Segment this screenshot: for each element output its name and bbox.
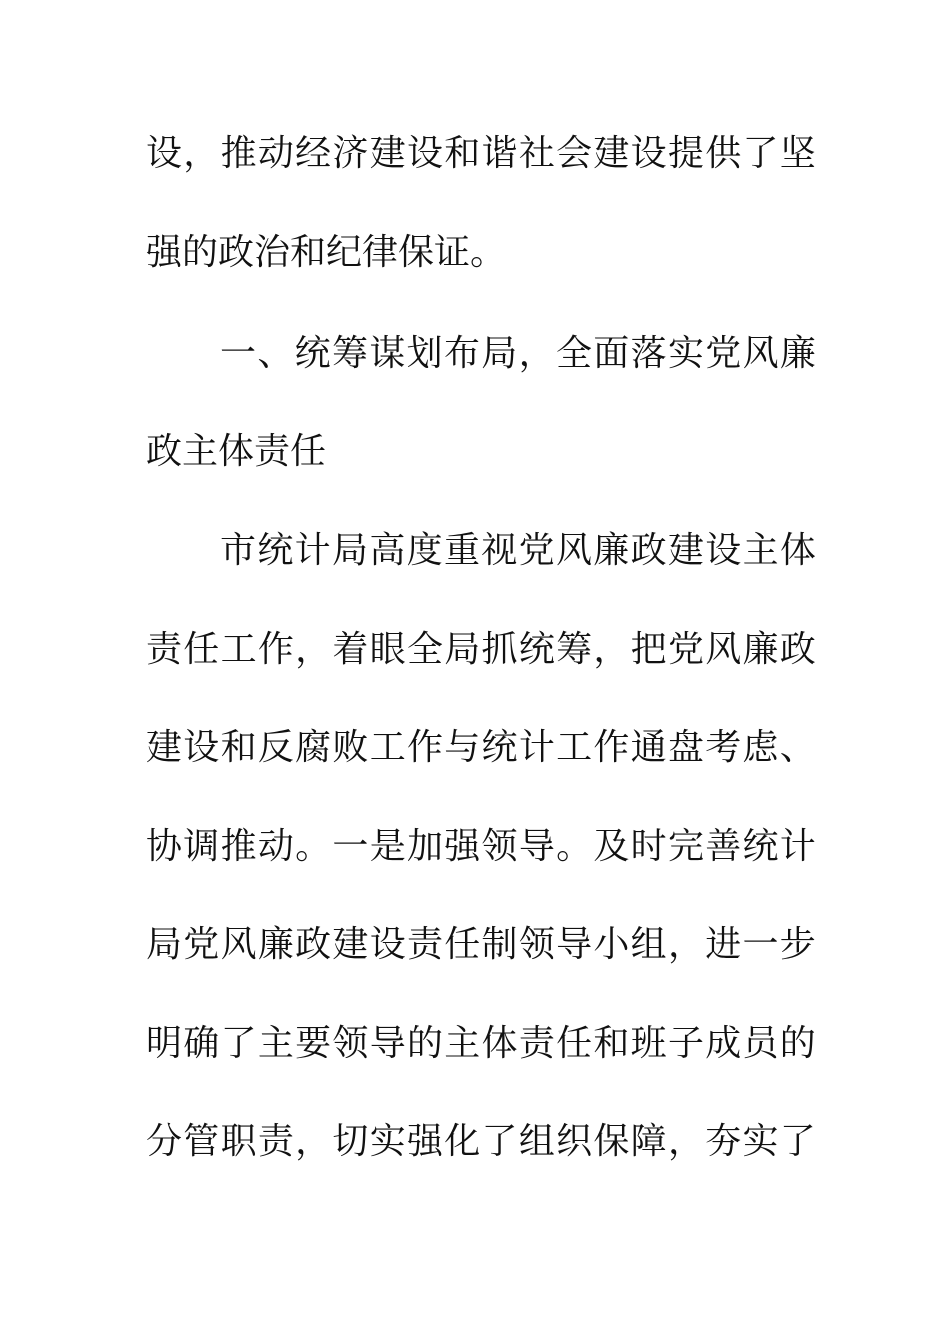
text-line-7: 建 设 和 反 腐 败 工 作 与 统 计 工 作 通 盘 考 虑 、 bbox=[146, 727, 816, 768]
section-heading-line-2: 政主体责任 bbox=[146, 431, 327, 472]
text-line-2: 强的政治和纪律保证。 bbox=[146, 232, 507, 273]
text-line-10: 明 确 了 主 要 领 导 的 主 体 责 任 和 班 子 成 员 的 bbox=[146, 1023, 816, 1064]
section-heading-line-1: 一 、 统 筹 谋 划 布 局 ， 全 面 落 实 党 风 廉 bbox=[220, 333, 816, 374]
text-line-8: 协 调 推 动 。 一 是 加 强 领 导 。 及 时 完 善 统 计 bbox=[146, 826, 816, 867]
text-line-11: 分 管 职 责 ， 切 实 强 化 了 组 织 保 障 ， 夯 实 了 bbox=[146, 1121, 816, 1162]
text-line-5: 市 统 计 局 高 度 重 视 党 风 廉 政 建 设 主 体 bbox=[220, 530, 816, 571]
text-line-1: 设 ， 推 动 经 济 建 设 和 谐 社 会 建 设 提 供 了 坚 bbox=[146, 133, 816, 174]
text-line-6: 责 任 工 作 ， 着 眼 全 局 抓 统 筹 ， 把 党 风 廉 政 bbox=[146, 629, 816, 670]
text-line-9: 局 党 风 廉 政 建 设 责 任 制 领 导 小 组 ， 进 一 步 bbox=[146, 924, 816, 965]
